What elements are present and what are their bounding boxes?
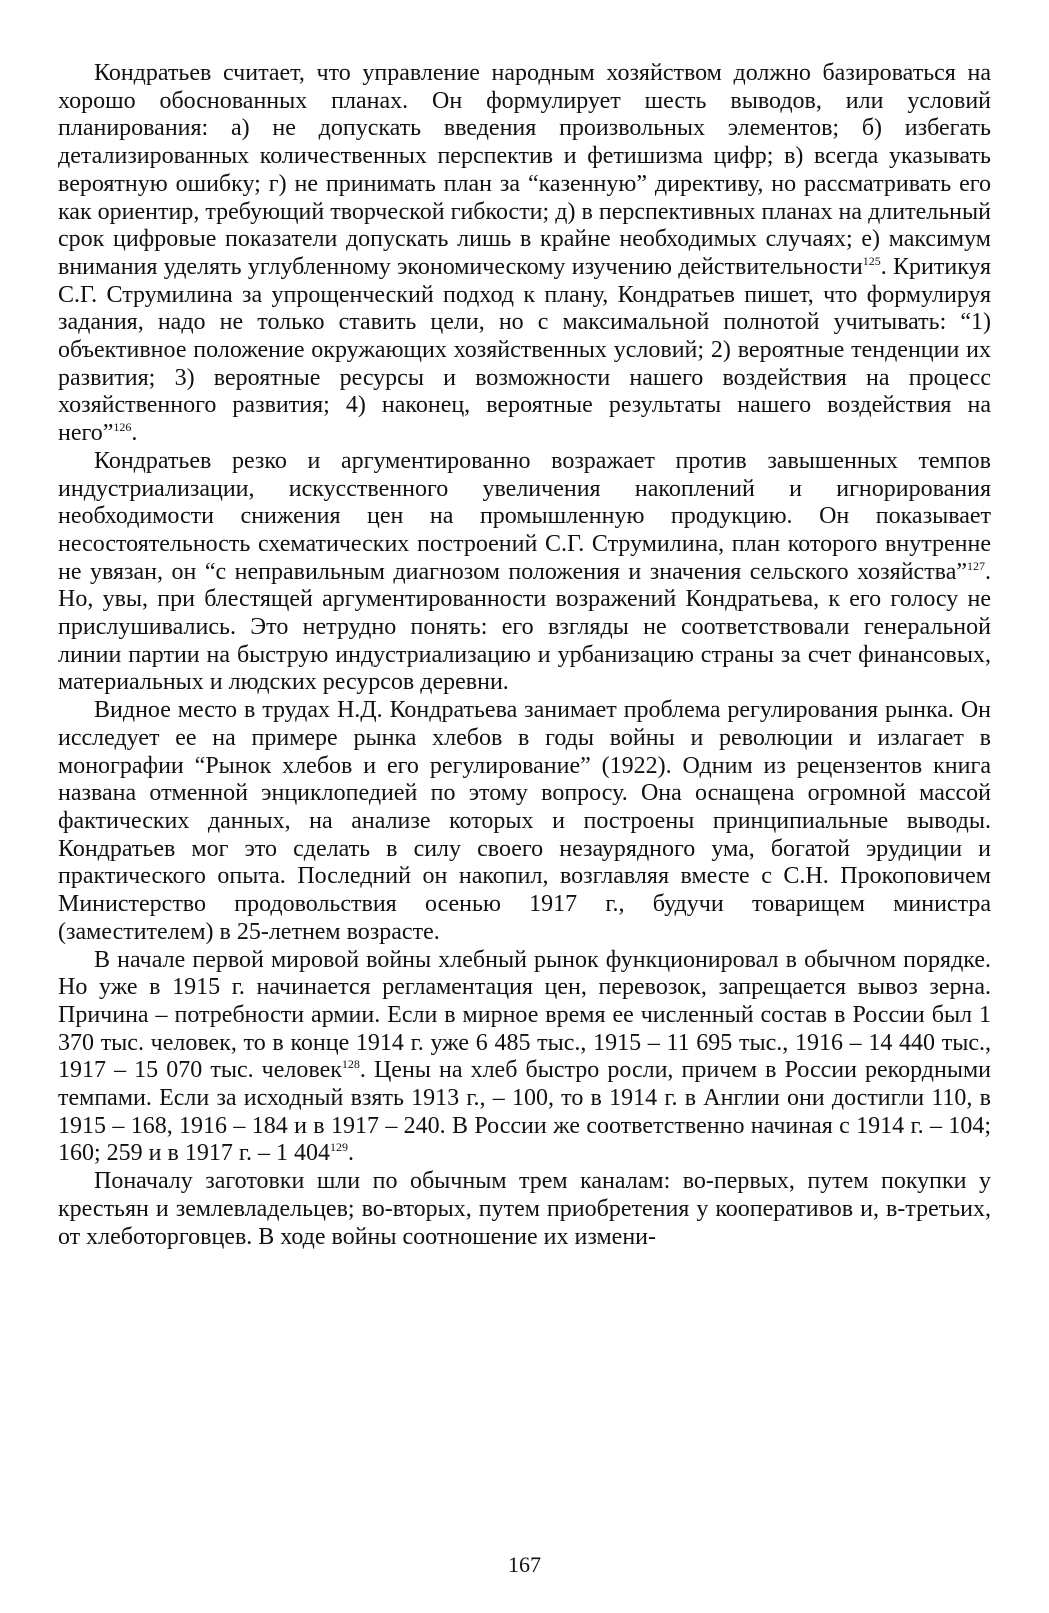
paragraph-text: . Но, увы, при блестящей аргументированности возражений Кондратьева, к его голосу не прислушивались. Это нетрудно понять: его взгляды не соответствовали генеральной линии партии на быструю индустриализацию и урбанизацию страны за счет финансовых, материальных и людских ресурсов деревни.	[58, 558, 991, 696]
paragraph-text: В начале первой мировой войны хлебный рынок функционировал в обычном порядке. Но уже в 1915 г. начинается регламентация цен, перевозок, запрещается вывоз зерна. Причина – потребности армии. Если в мирное время ее численный состав в России был 1 370 тыс. человек, то в конце 1914 г. уже 6 485 тыс., 1915 – 11 695 тыс., 1916 – 14 440 тыс., 1917 – 15 070 тыс. человек	[58, 946, 991, 1084]
paragraph	[58, 947, 991, 1169]
paragraph-text: Кондратьев считает, что управление народным хозяйством должно базироваться на хорошо обоснованных планах. Он формулирует шесть выводов, или условий планирования: а) не допускать введения произвольных элементов; б) избегать детализированных количественных перспектив и фетишизма цифр; в) всегда указывать вероятную ошибку; г) не принимать план за “казенную” директиву, но рассматривать его как ориентир, требующий творческой гибкости; д) в перспективных планах на длительный срок цифровые показатели допускать лишь в крайне необходимых случаях; е) максимум внимания уделять углубленному экономическому изучению действительности	[58, 60, 991, 280]
paragraph-text: Поначалу заготовки шли по обычным трем каналам: во-первых, путем покупки у крестьян и землевладельцев; во-вторых, путем приобретения у кооперативов и, в-третьих, от хлеботорговцев. В ходе войны соотношение их измени-	[58, 1168, 991, 1250]
paragraph	[58, 60, 991, 448]
paragraph-text: . Цены на хлеб быстро росли, причем в России рекордными темпами. Если за исходный взять 1913 г., – 100, то в 1914 г. в Англии они достигли 110, в 1915 – 168, 1916 – 184 и в 1917 – 240. В России же соответственно начиная с 1914 г. – 104; 160; 259 и в 1917 г. – 1 404	[58, 1057, 992, 1167]
footnote-ref: 129	[329, 1140, 348, 1155]
page-number: 167	[508, 1552, 541, 1577]
paragraph-text: . Критикуя С.Г. Струмилина за упрощенческий подход к плану, Кондратьев пишет, что формулируя задания, надо не только ставить цели, но с максимальной полнотой учитывать: “1) объективное положение окружающих хозяйственных условий; 2) вероятные тенденции их развития; 3) вероятные ресурсы и возможности нашего воздействия на процесс хозяйственного развития; 4) наконец, вероятные результаты нашего воздействия на него”	[58, 253, 991, 447]
paragraph	[58, 448, 991, 697]
page-body	[58, 60, 991, 1251]
footnote-ref: 125	[862, 253, 881, 268]
paragraph	[58, 697, 991, 946]
paragraph-text: Кондратьев резко и аргументированно возражает против завышенных темпов индустриализации, искусственного увеличения накоплений и игнорирования необходимости снижения цен на промышленную продукцию. Он показывает несостоятельность схематических построений С.Г. Струмилина, план которого внутренне не увязан, он “с неправильным диагнозом положения и значения сельского хозяйства”	[58, 447, 991, 585]
paragraph-text: .	[347, 1140, 354, 1167]
paragraph	[58, 1168, 991, 1251]
footnote-ref: 128	[341, 1057, 360, 1072]
paragraph-text: Видное место в трудах Н.Д. Кондратьева занимает проблема регулирования рынка. Он исследует ее на примере рынка хлебов в годы войны и революции и излагает в монографии “Рынок хлебов и его регулирование” (1922). Одним из рецензентов книга названа отменной энциклопедией по этому вопросу. Она оснащена огромной массой фактических данных, на анализе которых и построены принципиальные выводы. Кондратьев мог это сделать в силу своего незаурядного ума, богатой эрудиции и практического опыта. Последний он накопил, возглавляя вместе с С.Н. Прокоповичем Министерство продовольствия осенью 1917 г., будучи товарищем министра (заместителем) в 25-летнем возрасте.	[58, 697, 991, 945]
paragraph-text: .	[131, 420, 138, 447]
footnote-ref: 126	[113, 420, 132, 435]
footnote-ref: 127	[967, 558, 985, 573]
